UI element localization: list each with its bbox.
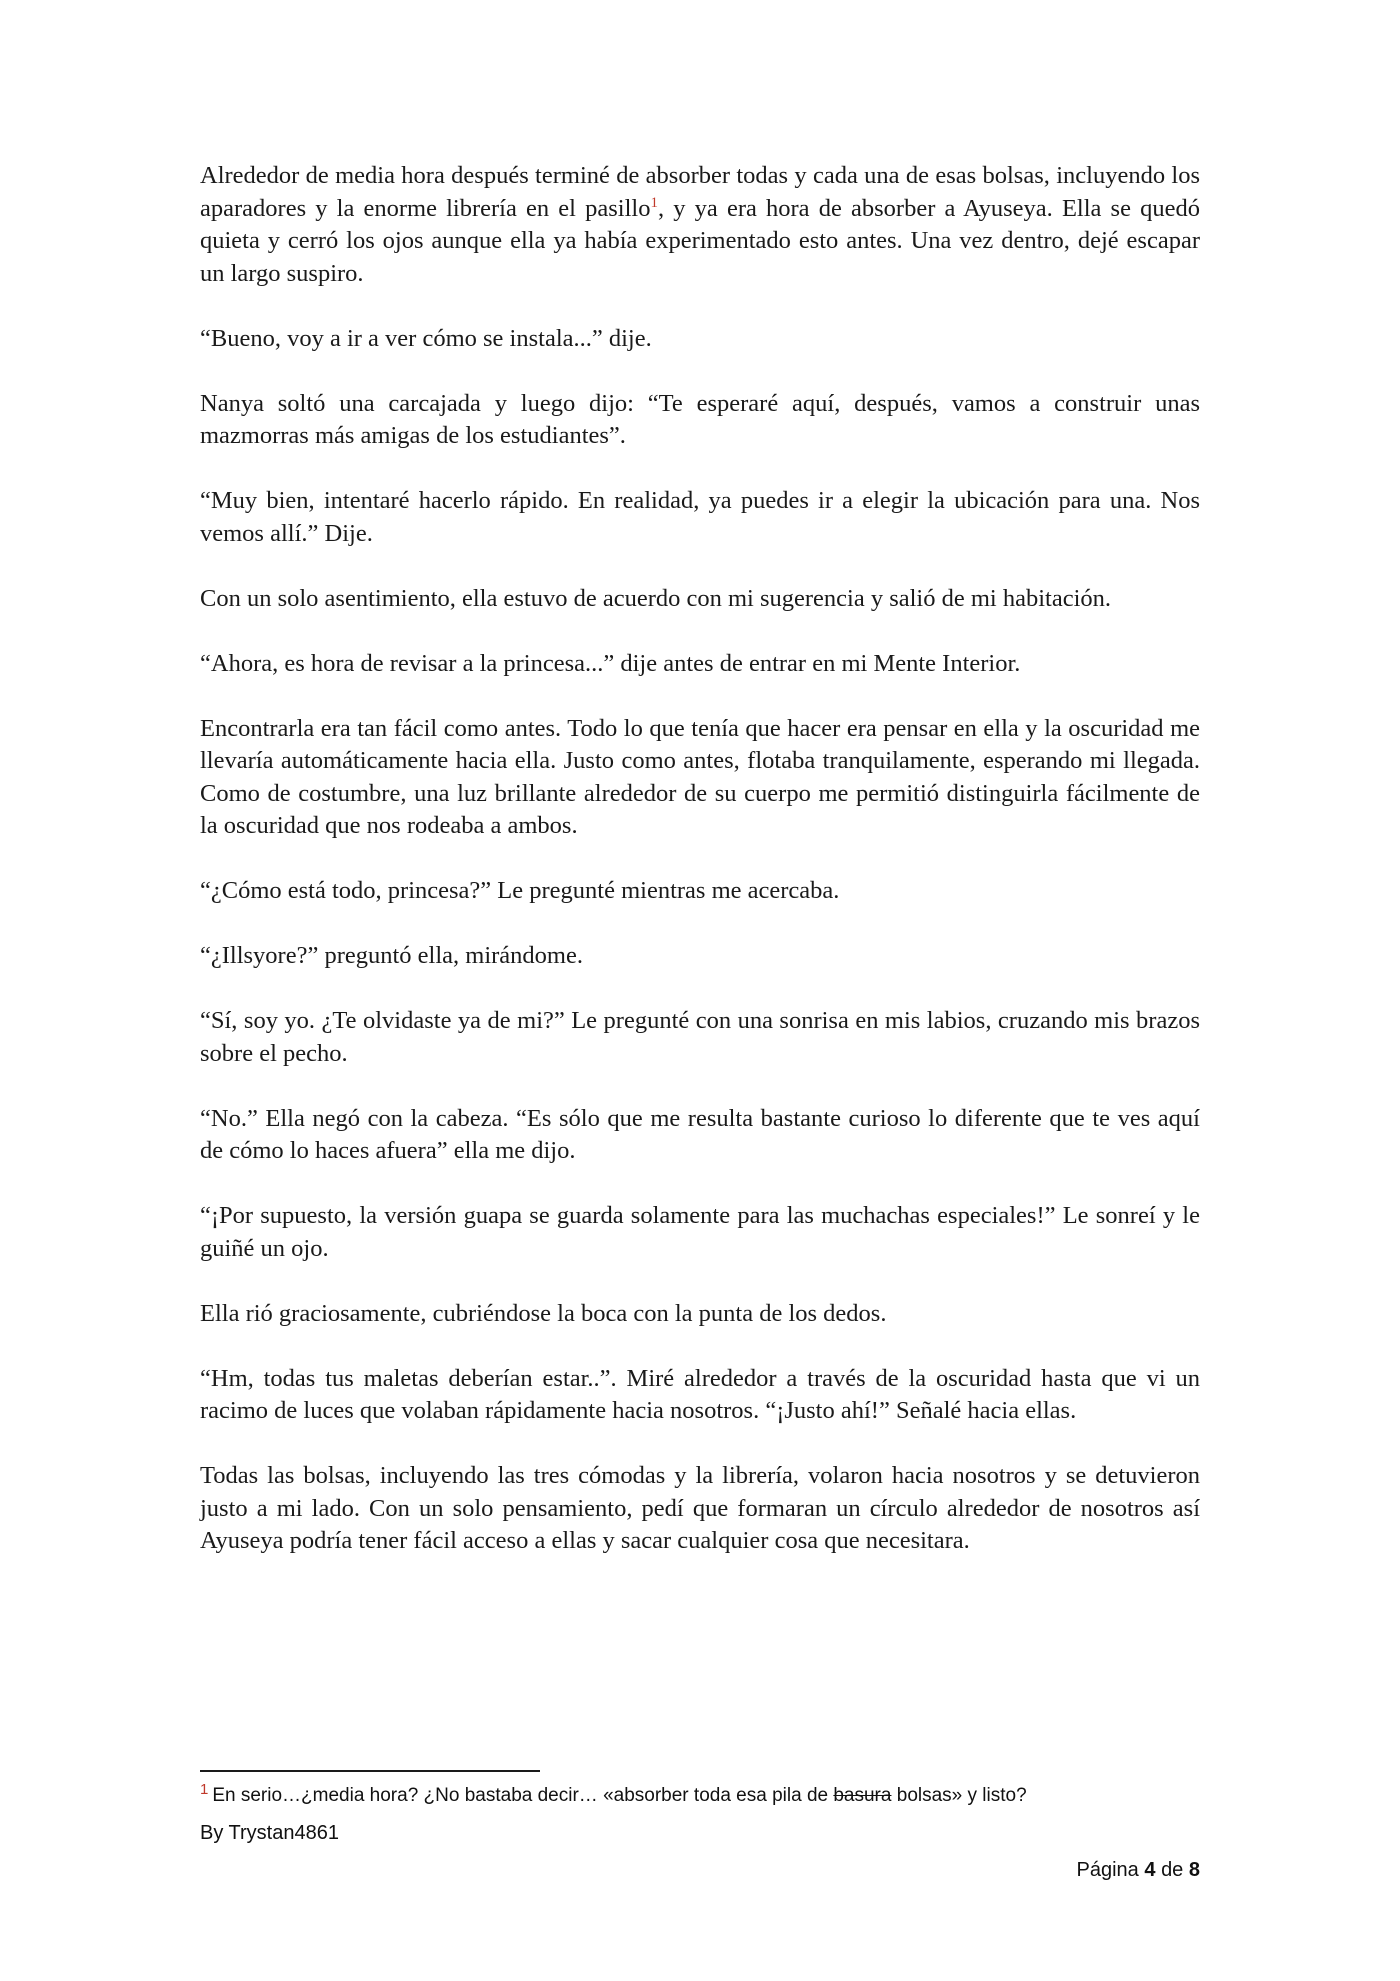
paragraph-3: Nanya soltó una carcajada y luego dijo: “Te esperaré aquí, después, vamos a construir unas mazmorras más amigas de los estudiantes”. <box>200 389 1200 449</box>
footnote-struck-word: basura <box>833 1785 892 1806</box>
footnote-text-end: bolsas» y listo? <box>891 1785 1027 1806</box>
page-number-separator: de <box>1161 1859 1184 1881</box>
paragraph-11: “No.” Ella negó con la cabeza. “Es sólo que me resulta bastante curioso lo diferente que te ves aquí de cómo lo haces afuera” ella me dijo. <box>200 1104 1200 1164</box>
body-text <box>200 160 1200 1558</box>
paragraph-8: “¿Cómo está todo, princesa?” Le pregunté mientras me acercaba. <box>200 877 840 904</box>
paragraph-1-text-start: Alrededor de media hora después terminé de absorber todas y cada una de esas bolsas, incluyendo los aparadores y la enorme librería en el pasillo <box>200 162 1200 222</box>
paragraph-12: “¡Por supuesto, la versión guapa se guarda solamente para las muchachas especiales!” Le sonreí y le guiñé un ojo. <box>200 1202 1200 1262</box>
paragraph-13: Ella rió graciosamente, cubriéndose la boca con la punta de los dedos. <box>200 1299 887 1327</box>
paragraph-2: “Bueno, voy a ir a ver cómo se instala...” dije. <box>200 324 652 352</box>
paragraph-9: “¿Illsyore?” preguntó ella, mirándome. <box>200 942 583 969</box>
paragraph-14: “Hm, todas tus maletas deberían estar..”. Miré alrededor a través de la oscuridad hasta que vi un racimo de luces que volaban rápidamente hacia nosotros. “¡Justo ahí!” Señalé hacia ellas. <box>200 1364 1200 1424</box>
footnote-number: 1 <box>200 1780 209 1798</box>
page-number-total: 8 <box>1188 1859 1200 1881</box>
paragraph-7: Encontrarla era tan fácil como antes. Todo lo que tenía que hacer era pensar en ella y la oscuridad me llevaría automáticamente hacia ella. Justo como antes, flotaba tranquilamente, esperando mi llegada. Como de costumbre, una luz brillante alrededor de su cuerpo me permitió distinguirla fácilmente de la oscuridad que nos rodeaba a ambos. <box>200 714 1200 839</box>
paragraph-1 <box>200 160 1200 290</box>
paragraph-5: Con un solo asentimiento, ella estuvo de acuerdo con mi sugerencia y salió de mi habitación. <box>200 584 1112 612</box>
footnote <box>200 1780 1200 1808</box>
paragraph-4: “Muy bien, intentaré hacerlo rápido. En realidad, ya puedes ir a elegir la ubicación para una. Nos vemos allí.” Dije. <box>200 487 1200 547</box>
author-byline: By Trystan4861 <box>200 1822 339 1844</box>
paragraph-1-text-end: , y ya era hora de absorber a Ayuseya. Ella se quedó quieta y cerró los ojos aunque ella ya había experimentado esto antes. Una vez dentro, dejé escapar un largo suspiro. <box>200 194 1200 287</box>
footnote-text-start: En serio…¿media hora? ¿No bastaba decir… «absorber toda esa pila de <box>212 1785 834 1806</box>
footnote-reference[interactable]: 1 <box>650 194 658 211</box>
page-number-prefix: Página <box>1076 1859 1139 1881</box>
footnote-separator <box>200 1770 540 1772</box>
paragraph-10: “Sí, soy yo. ¿Te olvidaste ya de mi?” Le pregunté con una sonrisa en mis labios, cruzando mis brazos sobre el pecho. <box>200 1007 1200 1067</box>
page-number <box>1077 1857 1200 1883</box>
page-number-current: 4 <box>1144 1859 1156 1881</box>
paragraph-15: Todas las bolsas, incluyendo las tres cómodas y la librería, volaron hacia nosotros y se detuvieron justo a mi lado. Con un solo pensamiento, pedí que formaran un círculo alrededor de nosotros así Ayuseya podría tener fácil acceso a ellas y sacar cualquier cosa que necesitara. <box>200 1462 1200 1554</box>
paragraph-6: “Ahora, es hora de revisar a la princesa...” dije antes de entrar en mi Mente Interior. <box>200 649 1021 677</box>
